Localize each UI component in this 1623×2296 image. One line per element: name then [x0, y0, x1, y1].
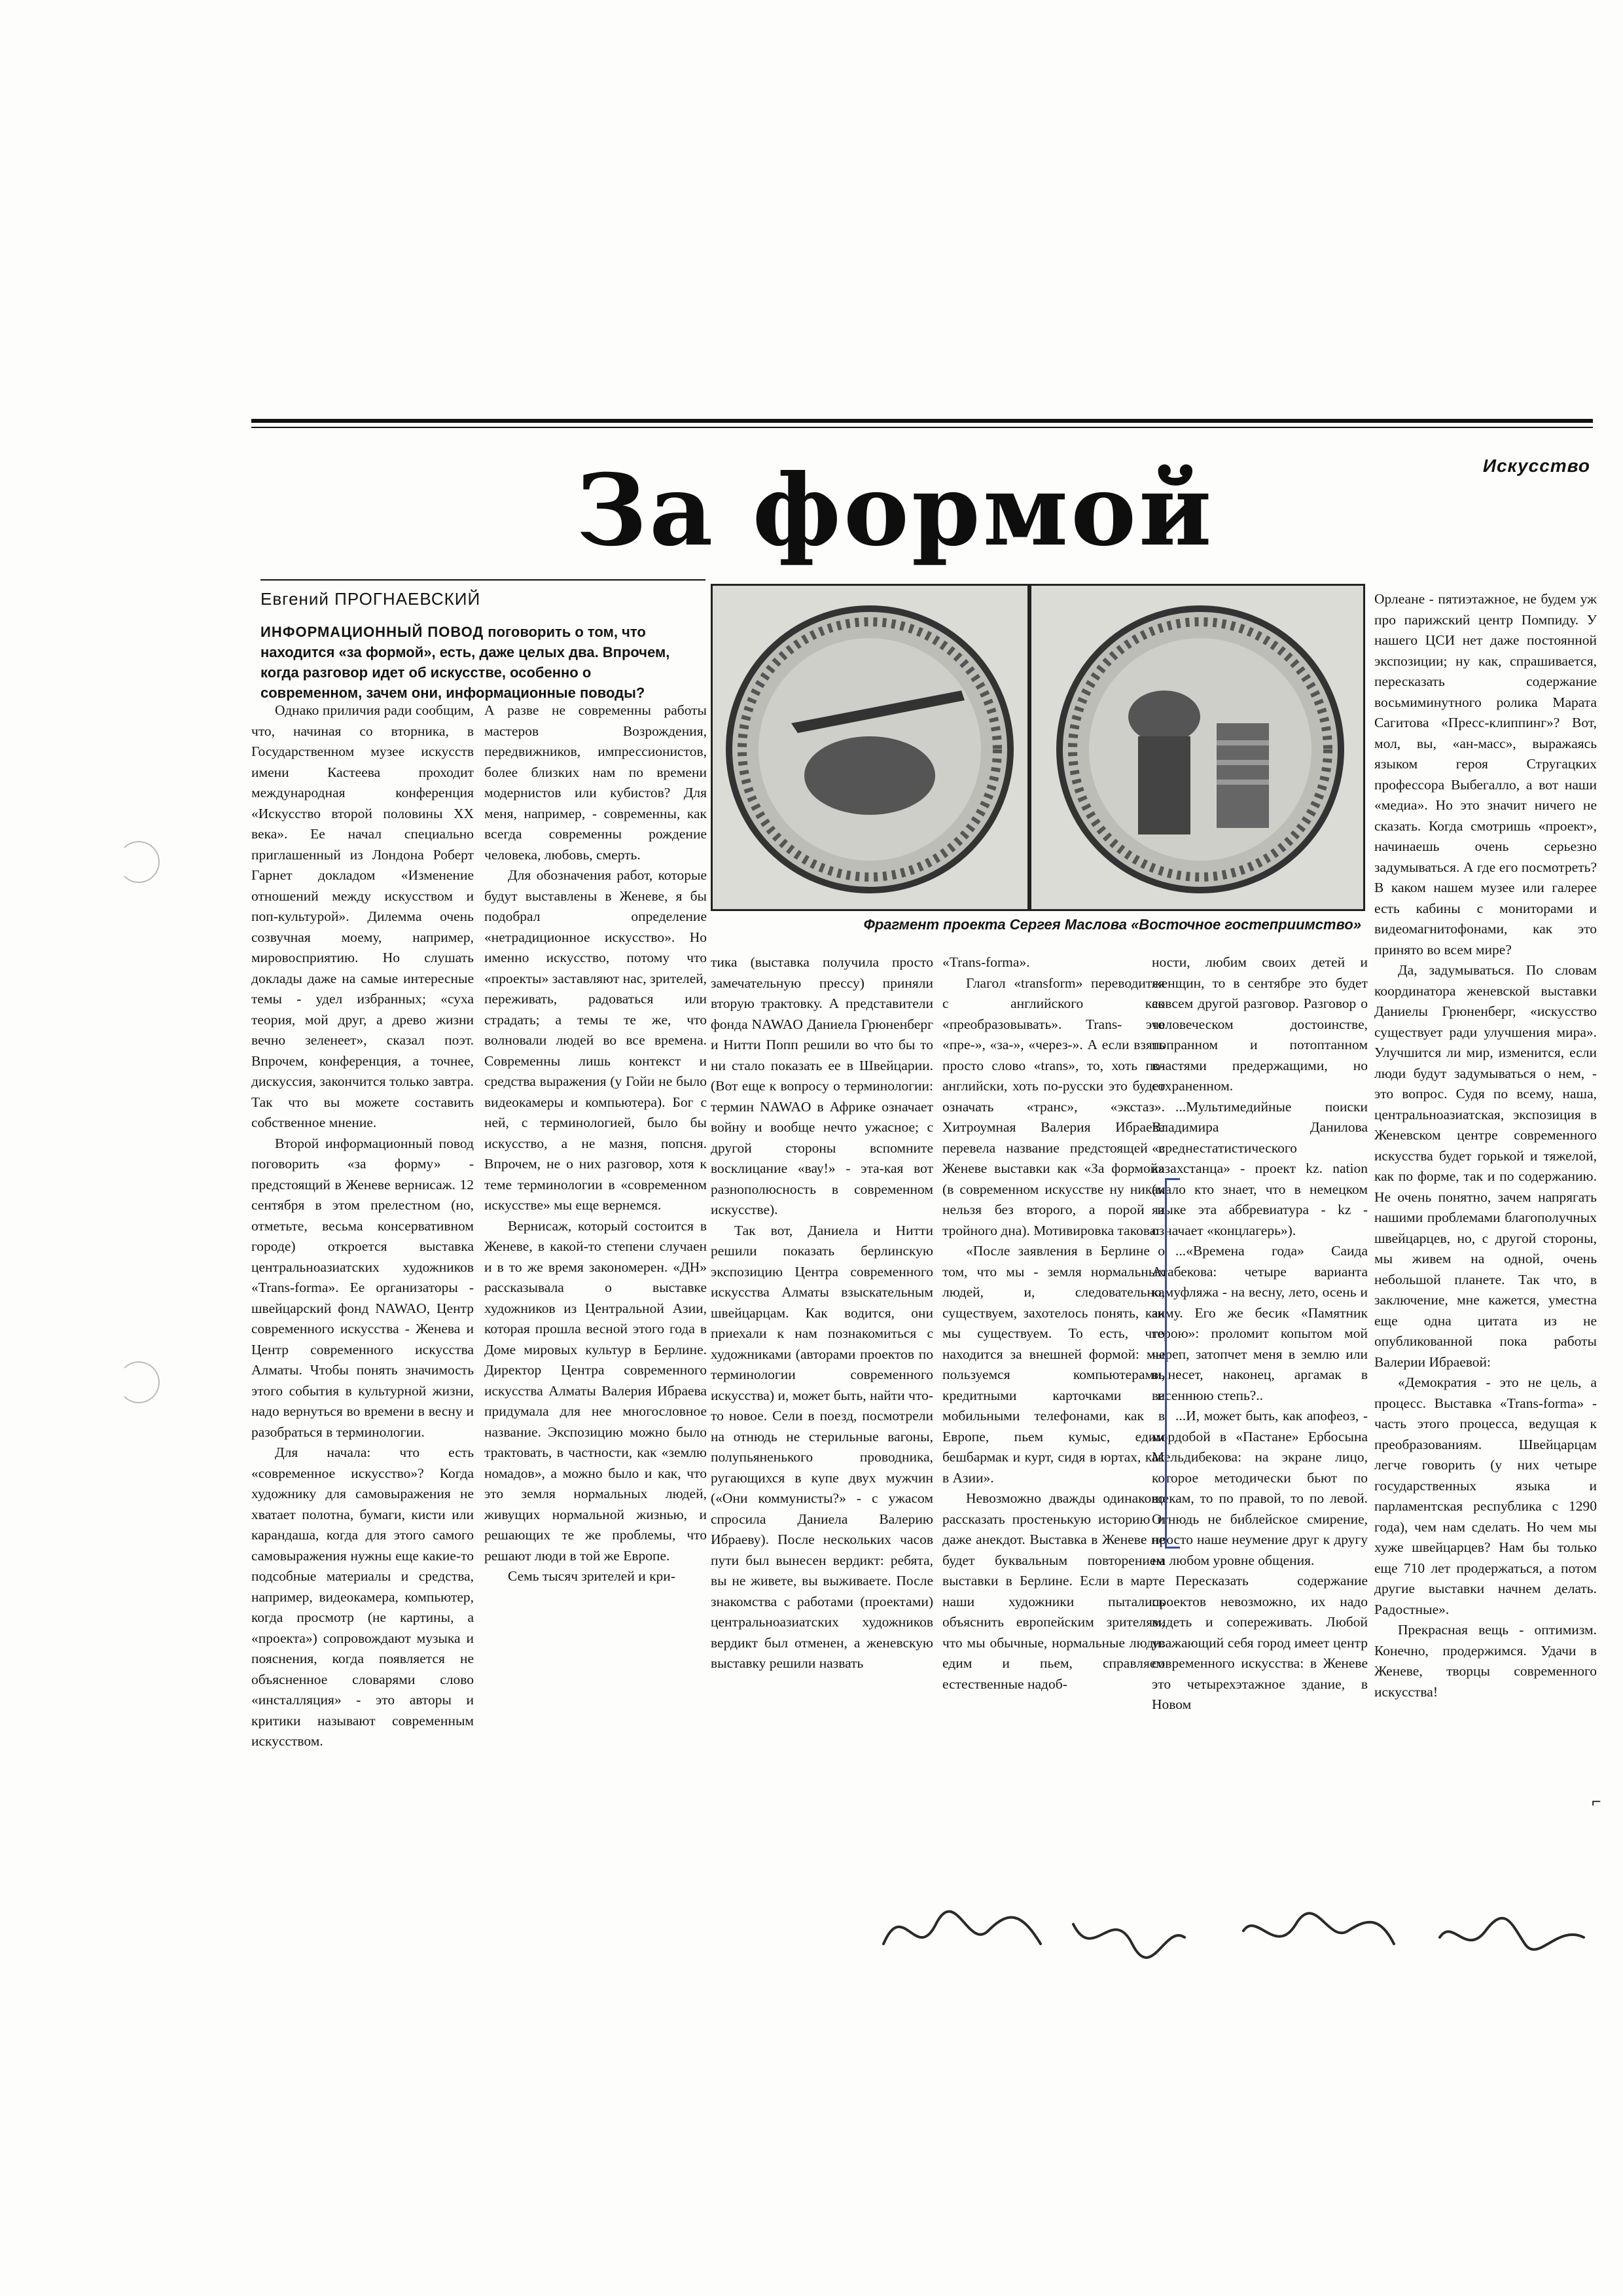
photo-illustration — [713, 586, 1363, 909]
photo-caption: Фрагмент проекта Сергея Маслова «Восточное гостеприимство» — [863, 916, 1361, 933]
paragraph: Прекрасная вещь - оптимизм. Конечно, продержимся. Удачи в Женеве, творцы современного искусства! — [1374, 1622, 1597, 1700]
lead-text: поговорить о том, что находится «за формой», есть, даже целых два. Впрочем, когда разговор идет об искусстве, особенно о современном, зачем они, информационные поводы? — [260, 624, 670, 701]
paragraph: Невозможно дважды одинаково рассказать простенькую историю и даже анекдот. Выставка в Женеве не будет буквальным повторением выставки в Берлине. Если в марте наши художники пытались объяснить европейским зрителям, что мы обычные, нормальные люди: едим и пьем, справляем естественные надоб- — [942, 1490, 1165, 1692]
column-6 — [1374, 589, 1597, 1806]
top-rule — [251, 419, 1593, 423]
paragraph: «Trans-forma». — [942, 954, 1030, 970]
pen-bracket-mark — [1165, 1178, 1180, 1549]
photo-divider — [1027, 584, 1031, 911]
paragraph: Для начала: что есть «современное искусство»? Когда художнику для самовыражения не хватает полотна, бумаги, кисти или карандаша, когда для этого самого самовыражения нужны еще какие-то подсобные материалы и средства, например, видеокамера, компьютер, когда просмотр (не картины, а «проекта») сопровождают музыка и пояснения, когда появляется не объясненное словарями слово «инсталляция» - это авторы и критики называют современным искусством. — [251, 1444, 474, 1749]
paragraph: «Демократия - это не цель, а процесс. Выставка «Trans-forma» - часть этого процесса, ведущая к преобразованиям. Швейцарцам легче говорить (у них четыре государственных языка и парламентская республика с 1290 года), чем нам сделать. Но чем мы хуже швейцарцев? Нам бы только еще 710 лет продержаться, а потом другие выставки начнем делать. Радостные». — [1374, 1374, 1597, 1617]
handwritten-note — [877, 1885, 1597, 1977]
paragraph: «После заявления в Берлине о том, что мы - земля нормальных людей, и, следовательно, существуем, захотелось понять, как мы существуем. То есть, что находится за внешней формой: мы пользуемся компьютерами, кредитными карточками и мобильными телефонами, как в Европе, пьем кумыс, едим бешбармак и курт, сидя в юртах, как в Азии». — [942, 1243, 1165, 1486]
paragraph: Орлеане - пятиэтажное, не будем уж про парижский центр Помпиду. У нашего ЦСИ нет даже постоянной экспозиции; ну как, спрашивается, пересказать содержание восьмиминутного ролика Марата Сагитова «Пресс-клиппинг»? Вот, мол, вы, «ан-масс», выражаясь языком героя Стругацких профессора Выбегалло, а вот наши «медиа». Но это значит ничего не сказать. Когда смотришь «проект», начинаешь очень серьезно задумываться. А где его посмотреть? В каком нашем музее или галерее есть кабины с мониторами и видеомагнитофонами, как это принято во всем мире? — [1374, 591, 1597, 958]
column-3 — [711, 952, 933, 1806]
paragraph: А разве не современны работы мастеров Возрождения, передвижников, импрессионистов, более близких нам по времени модернистов или кубистов? Для меня, например, - современны, как всегда современны рождение человека, любовь, смерть. — [484, 702, 707, 863]
paragraph: Для обозначения работ, которые будут выставлены в Женеве, я бы подобрал определение «нетрадиционное искусство». Но именно искусство, потому что «проекты» заставляют нас, зрителей, переживать, радоваться или страдать; а темы те же, что волновали людей во все времена. Современны лишь контекст и средства выражения (у Гойи не было видеокамеры и компьютера). Бог с ней, с терминологией, было бы искусство, а не мазня, попсня. Впрочем, не о них разговор, хотя к теме терминологии в «современном искусстве» мы еще вернемся. — [484, 867, 707, 1213]
article-photo — [711, 584, 1365, 911]
paragraph: Семь тысяч зрителей и кри- — [508, 1568, 675, 1584]
paragraph: ...И, может быть, как апофеоз, - мордобой в «Пастане» Ербосына Мельдибекова: на экране лицо, которое методически бьют по щекам, то по правой, то по левой. Отнюдь не библейское смирение, просто наше неумение друг к другу на любом уровне общения. — [1152, 1408, 1368, 1568]
paragraph: Пересказать содержание проектов невозможно, их надо видеть и сопереживать. Любой уважающий себя город имеет центр современного искусства: в Женеве это четырехэтажное здание, в Новом — [1152, 1573, 1368, 1712]
rubric-label: Искусство — [1482, 456, 1590, 476]
article-headline: За формой — [576, 453, 1215, 568]
headline-rule — [260, 579, 705, 581]
paragraph: тика (выставка получила просто замечательную прессу) приняли вторую трактовку. А представители фонда NAWAO Даниела Грюненберг и Нитти Попп решили во что бы то ни стало показать ее в Швейцарии. (Вот еще к вопросу о терминологии: термин NAWAO в Африке означает войну и вообще нечто ужасное; с другой стороны вспомните восклицание «вау!» - эта-кая вот разнополюсность в современном искусстве). — [711, 954, 933, 1217]
paragraph: Второй информационный повод поговорить «за форму» - предстоящий в Женеве вернисаж. 12 сентября в этом прелестном (но, отметьте, весьма консервативном городе) откроется выставка центральноазиатских художников «Trans-forma». Ее организаторы - швейцарский фонд NAWAO, Центр современного искусства - Женева и Центр современного искусства Алматы. Чтобы понять значимость этого события в культурной жизни, надо вернуться во времени в весну и разобраться в терминологии. — [251, 1135, 474, 1440]
paragraph: Так вот, Даниела и Нитти решили показать берлинскую экспозицию Центра современного искусства Алматы взыскательным швейцарцам. Как водится, они приехали к нам познакомиться с художниками (авторами проектов по терминологии современного искусства) и, может быть, найти что-то новое. Сели в поезд, посмотрели на отнюдь не стерильные вагоны, полупьяненького проводника, ругающихся в купе двух мужчин («Они коммунисты?» - с ужасом спросила Даниела Валерию Ибраеву). После нескольких часов пути был вынесен вердикт: ребята, вы не живете, вы выживаете. После знакомства с работами (проектами) центральноазиатских художников вердикт был отменен, а женевскую выставку решили назвать — [711, 1222, 933, 1671]
author-byline: Евгений ПРОГНАЕВСКИЙ — [260, 589, 481, 609]
paragraph: ...Мультимедийные поиски Владимира Данилова «среднестатистического казахстанца» - проект kz. nation (мало кто знает, что в немецком языке эта аббревиатура - kz - означает «концлагерь»). — [1152, 1098, 1368, 1238]
column-4 — [942, 952, 1165, 1806]
paragraph: ности, любим своих детей и женщин, то в сентябре это будет совсем другой разговор. Разговор о человеческом достоинстве, попранном и потоптанном властями предержащими, но сохраненном. — [1152, 954, 1368, 1094]
paragraph: Глагол «transform» переводится с английского как «преобразовывать». Trans- это «пре-», «за-», «через-». А если взять просто слово «trans», то, хоть по-английски, хоть по-русски это будет означать «транс», «экстаз». Хитроумная Валерия Ибраева перевела название предстоящей в Женеве выставки как «За формой» (в современном искусстве ну никак нельзя без второго, а порой и тройного дна). Мотивировка такова: — [942, 975, 1165, 1238]
column-1 — [251, 700, 474, 1806]
top-rule-thin — [251, 427, 1593, 428]
end-of-article-mark: ⌐ — [1592, 1792, 1601, 1811]
paragraph: Да, задумываться. По словам координатора женевской выставки Даниелы Грюненберг, «искусство существует ради улучшения мира». Улучшится ли мир, изменится, если люди будут задумываться о нем, - это вопрос. Судя по всему, наша, центральноазиатская, экспозиция в Женевском центре современного искусства будет горькой и тяжелой, как по форме, так и по содержанию. Не очень понятно, зачем напрягать нашими проблемами благополучных швейцарцев, но, с другой стороны, мы живем на одной, очень небольшой планете. Так что, в заключение, мне кажется, уместна еще одна цитата из не опубликованной пока работы Валерии Ибраевой: — [1374, 962, 1597, 1370]
paragraph: Вернисаж, который состоится в Женеве, в какой-то степени случаен и в то же время закономерен. «ДН» рассказывала о выставке художников из Центральной Азии, которая прошла весной этого года в Доме мировых культур в Берлине. Директор Центра современного искусства Алматы Валерия Ибраева придумала для нее многословное название. Экспозицию можно было трактовать, в частности, как «землю номадов», а можно было и как, что это земля нормальных людей, живущих нормальной жизнью, и решающих те же проблемы, что решают люди в той же Европе. — [484, 1217, 707, 1564]
lead-caps: ИНФОРМАЦИОННЫЙ ПОВОД — [260, 624, 484, 640]
binder-hole — [118, 841, 160, 883]
column-5 — [1152, 952, 1368, 1806]
binder-hole — [118, 1361, 160, 1403]
column-2 — [484, 700, 707, 1806]
article-lead — [260, 622, 686, 703]
paragraph: Однако приличия ради сообщим, что, начиная со вторника, в Государственном музее искусств имени Кастеева проходит международная конференция «Искусство второй половины XX века». Ее начал специально приглашенный из Лондона Роберт Гарнет докладом «Изменение отношений между искусством и поп-культурой». Дилемма очень созвучная моему, например, мировосприятию. Но слушать доклады даже на самые интересные темы - удел избранных; «суха теория, мой друг, а древо жизни вечно зеленеет», сказал поэт. Впрочем, конференция, а точнее, дискуссия, закончится только завтра. Так что вы можете составить собственное мнение. — [251, 702, 474, 1130]
paragraph: ...«Времена года» Саида Атабекова: четыре варианта камуфляжа - на весну, лето, осень и зиму. Его же бесик «Памятник герою»: проломит копытом мой череп, затопчет меня в землю или вынесет, наконец, аргамак в весеннюю степь?.. — [1152, 1243, 1368, 1403]
